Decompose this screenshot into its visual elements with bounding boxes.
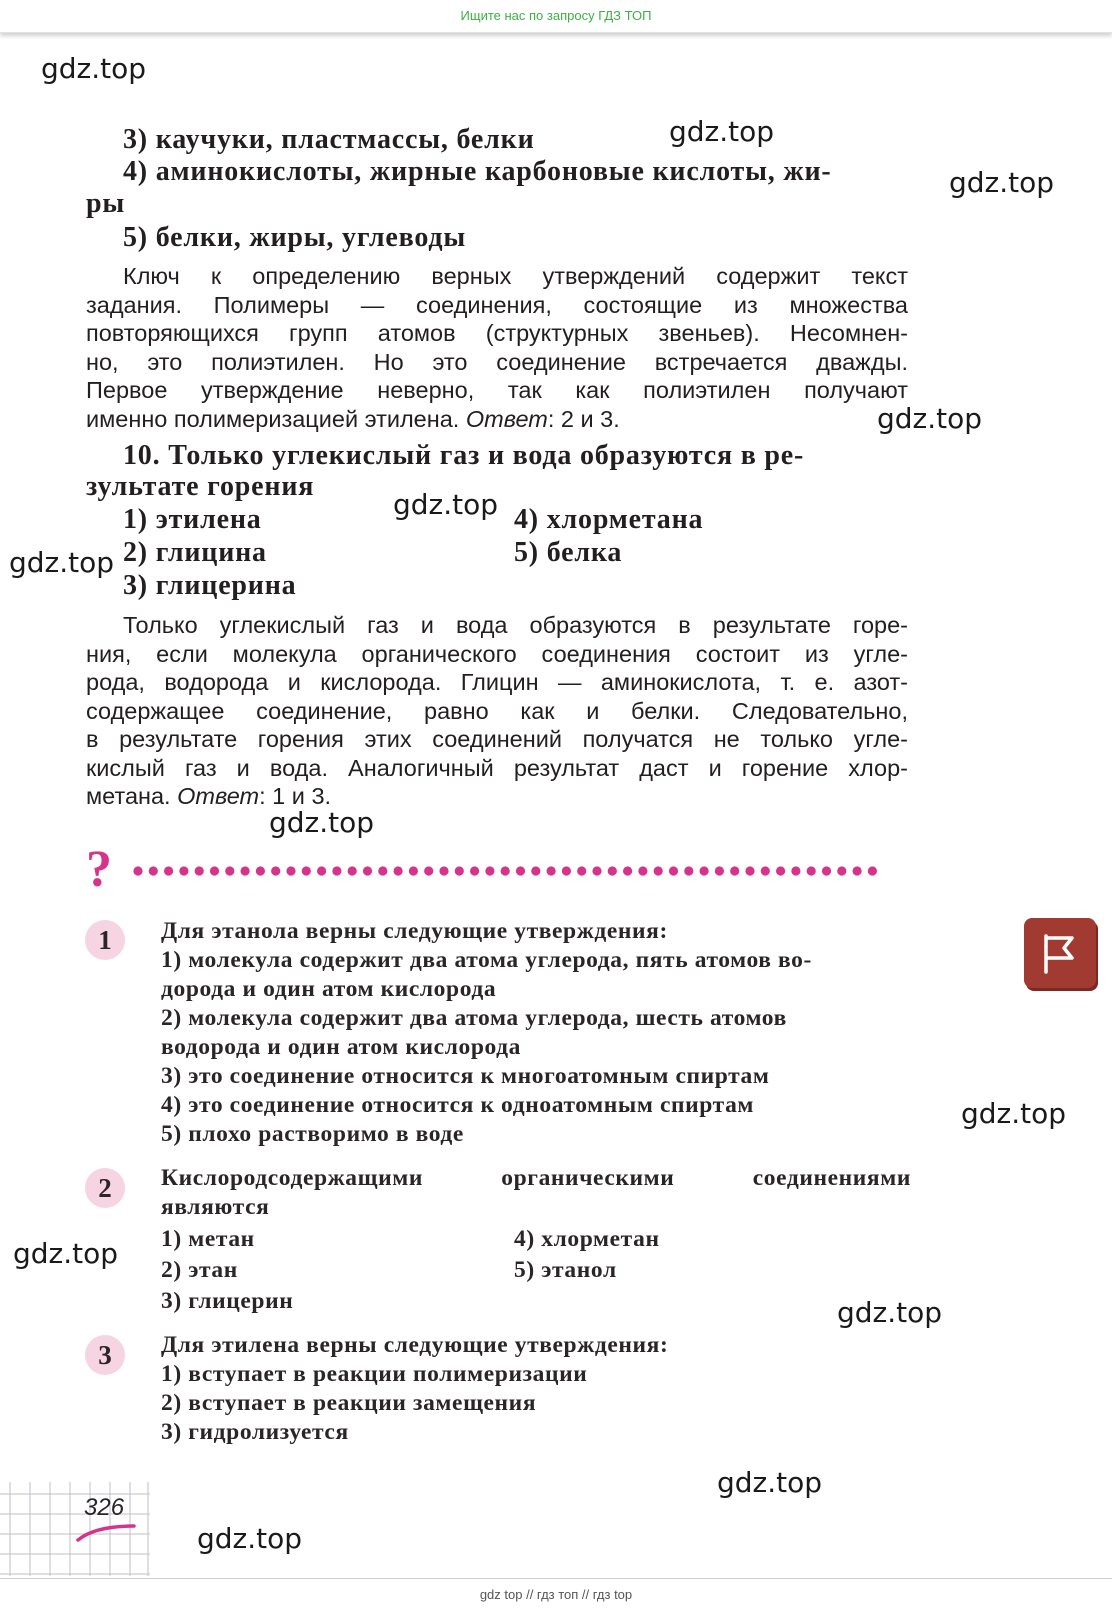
question-2-option: 1) метан (161, 1226, 255, 1252)
divider-dot (485, 866, 494, 875)
divider-dot (164, 866, 173, 875)
prev-answer-paragraph (86, 262, 908, 433)
question-3-text: Для этилена верны следующие утверждения: (161, 1332, 669, 1358)
divider-dot (776, 866, 785, 875)
prev-option-3: 3) каучуки, пластмассы, белки (123, 124, 535, 155)
task10-option-3: 3) глицерина (123, 570, 297, 601)
divider-dot (241, 866, 250, 875)
divider-dot (684, 866, 693, 875)
divider-dot (424, 866, 433, 875)
divider-dot (439, 866, 448, 875)
task-number: 10. (123, 440, 161, 471)
page-number-underline (78, 1526, 134, 1540)
divider-dot (837, 866, 846, 875)
divider-dot (669, 866, 678, 875)
prev-option-4-cont: ры (86, 188, 126, 219)
divider-dot (730, 866, 739, 875)
watermark: gdz.top (197, 1522, 303, 1555)
question-1-option: 4) это соединение относится к одноатомным спиртам (161, 1092, 755, 1118)
watermark: gdz.top (837, 1296, 943, 1329)
divider-dot (348, 866, 357, 875)
question-3-option: 2) вступает в реакции замещения (161, 1390, 537, 1416)
divider-dot (807, 866, 816, 875)
text-line: рода, водорода и кислорода. Глицин — аминокислота, т. е. азот- (86, 669, 908, 695)
task10-option-5: 5) белка (514, 537, 623, 568)
watermark: gdz.top (393, 488, 499, 521)
divider-dot (715, 866, 724, 875)
text-line: именно полимеризацией этилена. Ответ: 2 и 3. (86, 405, 620, 432)
question-2-text: Кислородсодержащими органическими соединениями (161, 1165, 911, 1191)
text-line: Только углекислый газ и вода образуются в результате горе- (123, 612, 908, 638)
question-3-badge: 3 (85, 1335, 125, 1375)
text-line: Ключ к определению верных утверждений содержит текст (123, 263, 908, 289)
divider-dot (791, 866, 800, 875)
bottom-footer (0, 1578, 1112, 1611)
text-line: задания. Полимеры — соединения, состоящие из множества (86, 291, 908, 318)
watermark: gdz.top (949, 166, 1055, 199)
divider-dot (700, 866, 709, 875)
divider-dot (623, 866, 632, 875)
divider-dot (853, 866, 862, 875)
divider-dot (149, 866, 158, 875)
watermark: gdz.top (13, 1237, 119, 1270)
question-2-option: 3) глицерин (161, 1288, 294, 1314)
question-1-option: 5) плохо растворимо в воде (161, 1121, 464, 1147)
question-3-option: 1) вступает в реакции полимеризации (161, 1361, 588, 1387)
divider-dot (302, 866, 311, 875)
divider-dot (654, 866, 663, 875)
divider-dot (394, 866, 403, 875)
task10-option-1: 1) этилена (123, 504, 262, 535)
text-line: метана. Ответ: 1 и 3. (86, 783, 332, 809)
question-3-option: 3) гидролизуется (161, 1419, 349, 1445)
divider-dot (547, 866, 556, 875)
divider-dot (868, 866, 877, 875)
divider-dot (592, 866, 601, 875)
divider-dot (256, 866, 265, 875)
divider-dot (638, 866, 647, 875)
divider-dot (210, 866, 219, 875)
divider-dot (225, 866, 234, 875)
divider-dot (608, 866, 617, 875)
dotted-divider (132, 864, 912, 878)
divider-dot (562, 866, 571, 875)
flag-button[interactable] (1024, 918, 1096, 988)
divider-dot (195, 866, 204, 875)
divider-dot (470, 866, 479, 875)
watermark: gdz.top (9, 546, 115, 579)
task10-option-4: 4) хлорметана (514, 504, 704, 535)
task10-title: 10. Только углекислый газ и вода образуются в ре- (123, 440, 805, 471)
text-line: Первое утверждение неверно, так как полиэтилен получают (86, 377, 908, 403)
watermark: gdz.top (877, 402, 983, 435)
question-1-option: 2) молекула содержит два атома углерода, шесть атомов (161, 1005, 787, 1031)
divider-dot (577, 866, 586, 875)
question-2-badge: 2 (85, 1168, 125, 1208)
task10-option-2: 2) глицина (123, 537, 267, 568)
banner-text: Ищите нас по запросу ГДЗ ТОП (460, 8, 652, 23)
divider-dot (332, 866, 341, 875)
text-line: кислый газ и вода. Аналогичный результат даст и горение хлор- (86, 754, 908, 781)
text-line: ния, если молекула органического соединения состоит из угле- (86, 640, 908, 667)
question-2-option: 2) этан (161, 1257, 238, 1283)
divider-dot (531, 866, 540, 875)
text-line: содержащее соединение, равно как и белки. Следовательно, (86, 697, 908, 724)
question-1-option: 1) молекула содержит два атома углерода, пять атомов во- (161, 947, 812, 973)
divider-dot (378, 866, 387, 875)
answer-value: : 2 и 3. (547, 405, 620, 432)
divider-dot (455, 866, 464, 875)
divider-dot (822, 866, 831, 875)
question-1-option: водорода и один атом кислорода (161, 1034, 522, 1060)
question-2-option: 4) хлорметан (514, 1226, 660, 1252)
question-2-text-cont: являются (161, 1194, 270, 1220)
flag-icon (1024, 918, 1096, 988)
page-corner-grid (0, 1482, 150, 1576)
prev-option-4: 4) аминокислоты, жирные карбоновые кислоты, жи- (123, 156, 832, 187)
footer-links[interactable]: gdz top // гдз топ // гдз top (479, 1587, 633, 1602)
divider-dot (271, 866, 280, 875)
prev-option-5: 5) белки, жиры, углеводы (123, 222, 467, 253)
question-2-option: 5) этанол (514, 1257, 617, 1283)
answer-value: : 1 и 3. (259, 783, 332, 809)
text-line: но, это полиэтилен. Но это соединение встречается дважды. (86, 348, 908, 375)
page-number: 326 (84, 1494, 125, 1521)
answer-label: Ответ (177, 783, 260, 809)
watermark: gdz.top (269, 806, 375, 839)
task10-answer-paragraph (86, 611, 908, 811)
question-mark-icon: ? (86, 841, 112, 898)
text-line: в результате горения этих соединений получатся не только угле- (86, 726, 908, 752)
divider-dot (745, 866, 754, 875)
divider-dot (363, 866, 372, 875)
divider-dot (761, 866, 770, 875)
watermark: gdz.top (41, 52, 147, 85)
question-1-option: 3) это соединение относится к многоатомным спиртам (161, 1063, 770, 1089)
watermark: gdz.top (961, 1097, 1067, 1130)
divider-dot (179, 866, 188, 875)
question-1-badge: 1 (85, 920, 125, 960)
question-1-text: Для этанола верны следующие утверждения: (161, 918, 668, 944)
divider-dot (501, 866, 510, 875)
answer-label: Ответ (465, 405, 548, 432)
divider-dot (516, 866, 525, 875)
question-1-option: дорода и один атом кислорода (161, 976, 497, 1002)
watermark: gdz.top (669, 115, 775, 148)
divider-dot (133, 866, 142, 875)
divider-dot (286, 866, 295, 875)
divider-dot (317, 866, 326, 875)
divider-dot (409, 866, 418, 875)
task10-title-cont: зультате горения (86, 471, 315, 502)
text-line: повторяющихся групп атомов (структурных звеньев). Несомнен- (86, 320, 908, 346)
watermark: gdz.top (717, 1466, 823, 1499)
top-banner (0, 0, 1112, 33)
